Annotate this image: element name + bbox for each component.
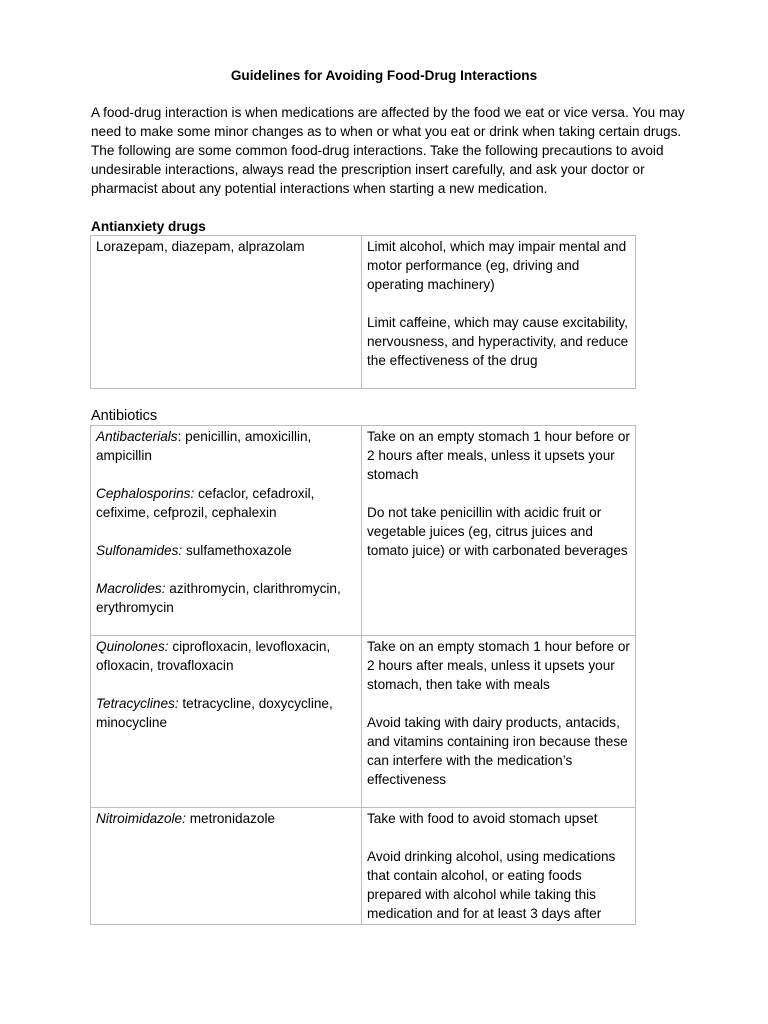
class-separator: : — [177, 429, 186, 444]
drug-names-cell — [91, 236, 362, 389]
drug-list: cefaclor, cefadroxil, cefixime, cefprozil, cephalexin — [96, 486, 315, 520]
drug-names-cell — [91, 426, 362, 636]
drug-names-cell — [91, 808, 362, 925]
advice-text: Take with food to avoid stomach upset — [367, 811, 598, 826]
section-heading-antibiotics: Antibiotics — [91, 408, 158, 424]
drug-group — [96, 694, 357, 732]
page-title: Guidelines for Avoiding Food-Drug Interactions — [230, 68, 538, 83]
drug-list: penicillin, amoxicillin, ampicillin — [96, 429, 312, 463]
advice-cell — [362, 426, 636, 636]
drug-group — [96, 427, 357, 465]
table-row — [91, 808, 636, 925]
drug-group — [96, 637, 357, 675]
drug-group — [96, 484, 357, 522]
advice-text: Limit caffeine, which may cause excitability, nervousness, and hyperactivity, and reduce the effectiveness of the drug — [367, 315, 629, 368]
advice-text: Take on an empty stomach 1 hour before or 2 hours after meals, unless it upsets your stomach, then take with meals — [367, 639, 630, 692]
drug-class: Antibacterials — [96, 429, 178, 444]
advice-text: Avoid taking with dairy products, antacids, and vitamins containing iron because these can interfere with the medication’s effectiveness — [367, 715, 628, 787]
table-row — [91, 426, 636, 636]
drug-class: Nitroimidazole: — [96, 811, 186, 826]
drug-group — [96, 809, 357, 828]
drug-group — [96, 579, 357, 617]
drug-class: Cephalosporins: — [96, 486, 195, 501]
section-heading-antianxiety: Antianxiety drugs — [91, 219, 206, 234]
table-row — [91, 636, 636, 808]
drug-class: Macrolides: — [96, 581, 166, 596]
advice-text: Take on an empty stomach 1 hour before or 2 hours after meals, unless it upsets your stomach — [367, 429, 630, 482]
drug-list: ciprofloxacin, levofloxacin, ofloxacin, trovafloxacin — [96, 639, 331, 673]
drug-list: tetracycline, doxycycline, minocycline — [96, 696, 333, 730]
advice-text: Do not take penicillin with acidic fruit or vegetable juices (eg, citrus juices and tomato juice) or with carbonated beverages — [367, 505, 628, 558]
drug-class: Sulfonamides: — [96, 543, 183, 558]
drug-class: Quinolones: — [96, 639, 169, 654]
drug-names-cell — [91, 636, 362, 808]
advice-text: Avoid drinking alcohol, using medications that contain alcohol, or eating foods prepared with alcohol while taking this medication and for at least 3 days after — [367, 849, 616, 921]
advice-text: Limit alcohol, which may impair mental and motor performance (eg, driving and operating machinery) — [367, 239, 627, 292]
drug-list: sulfamethoxazole — [185, 543, 292, 558]
advice-cell — [362, 236, 636, 389]
advice-cell — [362, 808, 636, 925]
drug-class: Tetracyclines: — [96, 696, 179, 711]
advice-cell — [362, 636, 636, 808]
drug-group — [96, 541, 357, 560]
drug-list: azithromycin, clarithromycin, erythromycin — [96, 581, 341, 615]
intro-paragraph: A food-drug interaction is when medications are affected by the food we eat or vice versa. You may need to make some minor changes as to when or what you eat or drink when taking certain drugs. The following are some common food-drug interactions. Take the following precautions to avoid undesirable interactions, always read the prescription insert carefully, and ask your doctor or pharmacist about any potential interactions when starting a new medication. — [91, 105, 685, 196]
table-row — [91, 236, 636, 389]
antibiotics-table — [90, 425, 636, 925]
antianxiety-table — [90, 235, 636, 389]
drug-list: metronidazole — [189, 811, 276, 826]
drug-names: Lorazepam, diazepam, alprazolam — [96, 239, 305, 254]
